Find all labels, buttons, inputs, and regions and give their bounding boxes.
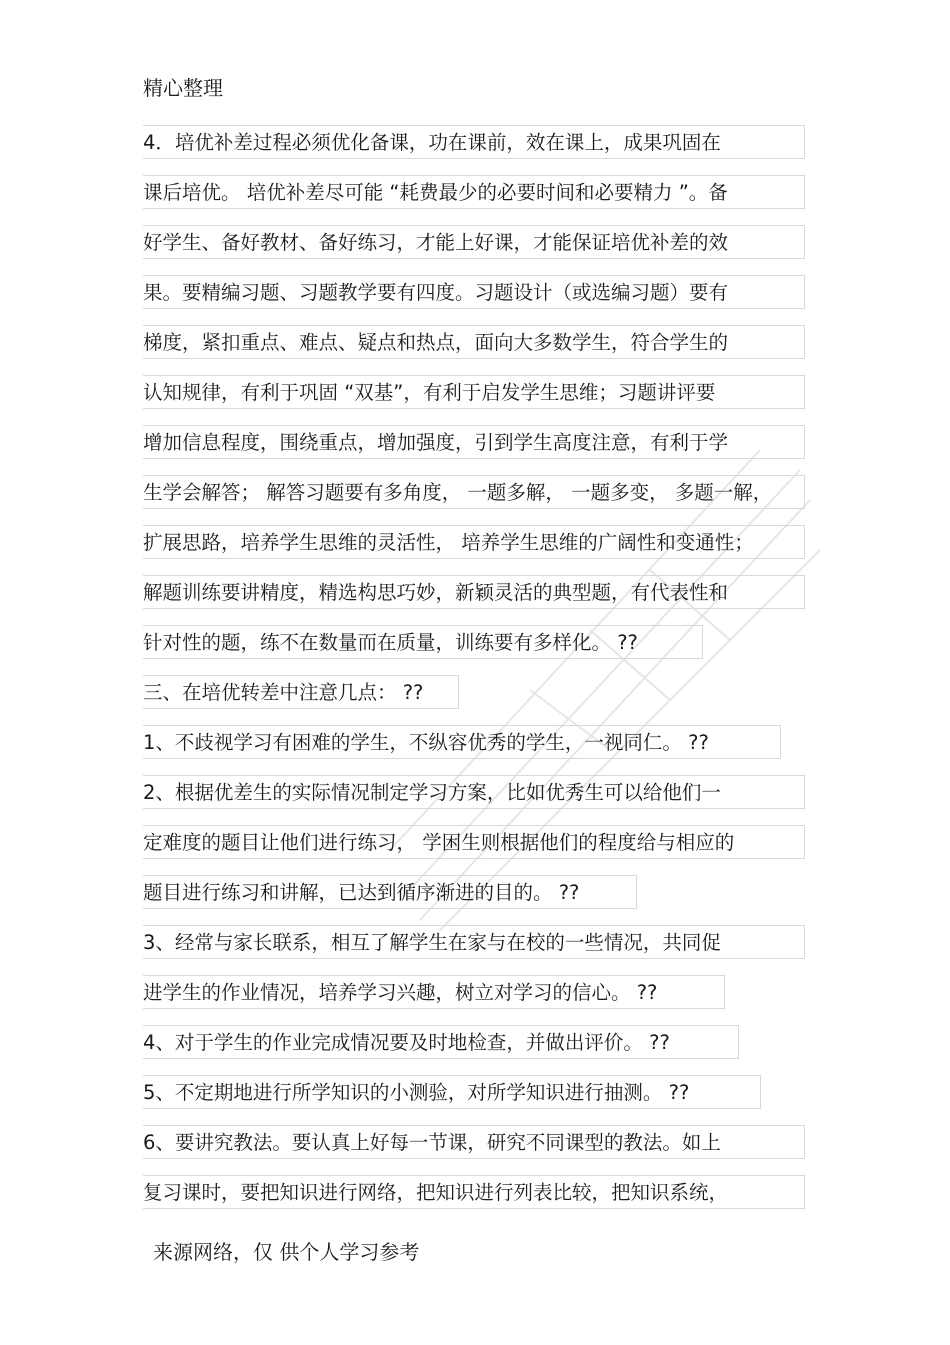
- text-line: 定难度的题目让他们进行练习， 学困生则根据他们的程度给与相应的: [143, 825, 805, 859]
- text-line: 梯度，紧扣重点、难点、疑点和热点，面向大多数学生，符合学生的: [143, 325, 805, 359]
- page-header: 精心整理: [143, 76, 223, 100]
- text-line: 题目进行练习和讲解，已达到循序渐进的目的。 ??: [143, 875, 637, 909]
- page-footer: 来源网络，仅 供个人学习参考: [153, 1240, 420, 1264]
- text-line: 针对性的题，练不在数量而在质量，训练要有多样化。 ??: [143, 625, 703, 659]
- text-line: 生学会解答； 解答习题要有多角度， 一题多解， 一题多变， 多题一解，: [143, 475, 805, 509]
- text-line: 果。要精编习题、习题教学要有四度。习题设计（或选编习题）要有: [143, 275, 805, 309]
- text-line: 6、要讲究教法。要认真上好每一节课，研究不同课型的教法。如上: [143, 1125, 805, 1159]
- text-line: 3、经常与家长联系，相互了解学生在家与在校的一些情况，共同促: [143, 925, 805, 959]
- text-line: 1、不歧视学习有困难的学生，不纵容优秀的学生，一视同仁。 ??: [143, 725, 781, 759]
- text-line: 5、不定期地进行所学知识的小测验，对所学知识进行抽测。 ??: [143, 1075, 761, 1109]
- text-line: 4．培优补差过程必须优化备课，功在课前，效在课上，成果巩固在: [143, 125, 805, 159]
- text-line: 2、根据优差生的实际情况制定学习方案，比如优秀生可以给他们一: [143, 775, 805, 809]
- text-line: 认知规律，有利于巩固 “双基”，有利于启发学生思维；习题讲评要: [143, 375, 805, 409]
- text-line: 课后培优。 培优补差尽可能 “耗费最少的必要时间和必要精力 ”。备: [143, 175, 805, 209]
- text-line: 好学生、备好教材、备好练习，才能上好课，才能保证培优补差的效: [143, 225, 805, 259]
- text-line: 解题训练要讲精度，精选构思巧妙，新颖灵活的典型题，有代表性和: [143, 575, 805, 609]
- text-line: 复习课时，要把知识进行网络，把知识进行列表比较，把知识系统，: [143, 1175, 805, 1209]
- text-line: 进学生的作业情况，培养学习兴趣，树立对学习的信心。 ??: [143, 975, 725, 1009]
- text-line: 扩展思路，培养学生思维的灵活性， 培养学生思维的广阔性和变通性；: [143, 525, 805, 559]
- text-line: 4、对于学生的作业完成情况要及时地检查，并做出评价。 ??: [143, 1025, 739, 1059]
- section-heading: 三、在培优转差中注意几点： ??: [143, 675, 459, 709]
- text-line: 增加信息程度，围绕重点，增加强度，引到学生高度注意，有利于学: [143, 425, 805, 459]
